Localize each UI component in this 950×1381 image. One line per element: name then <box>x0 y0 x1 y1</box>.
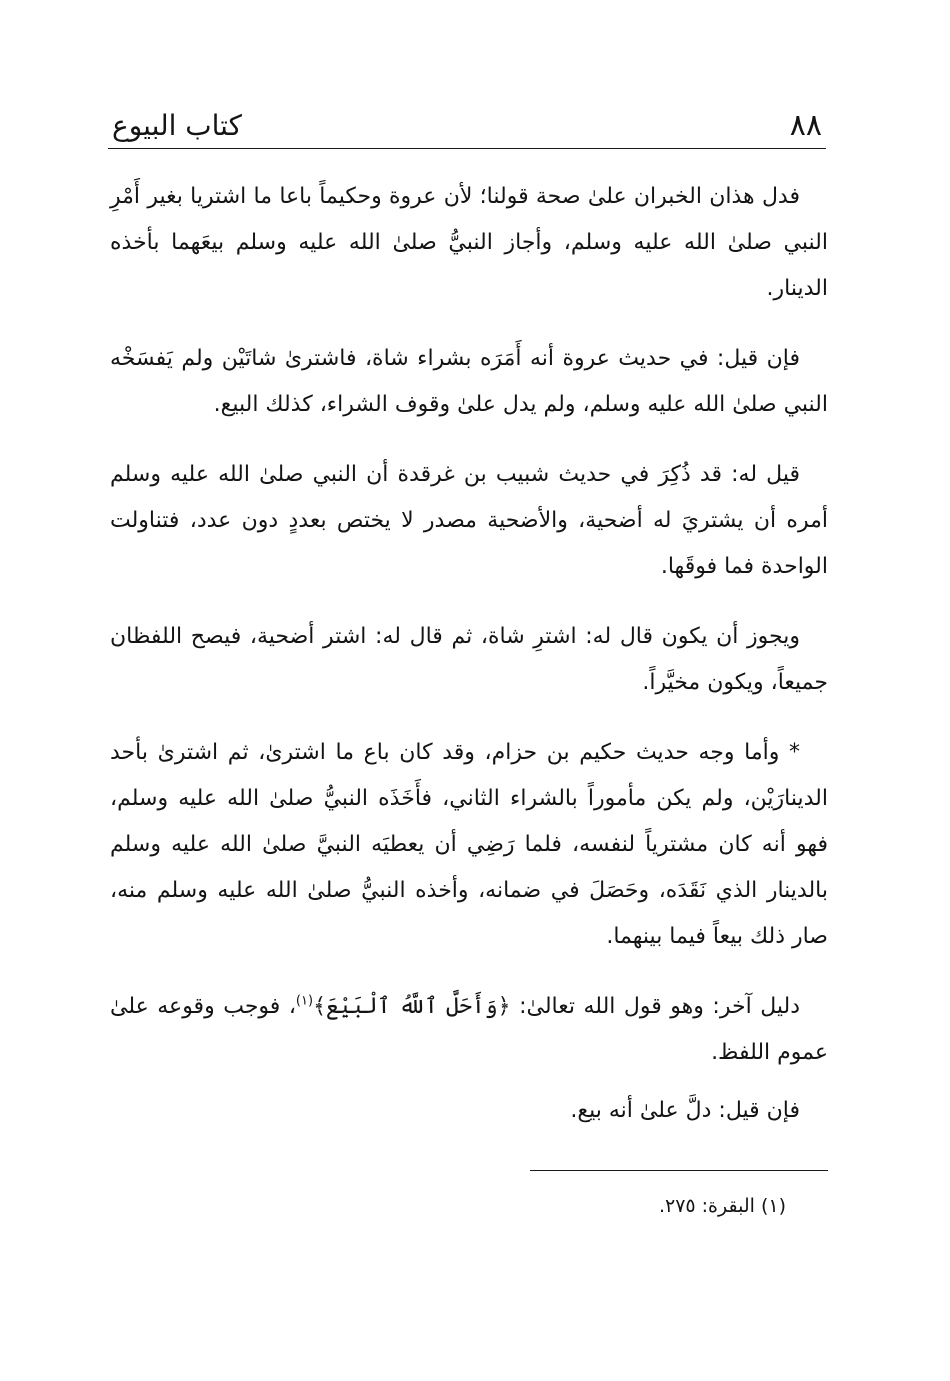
paragraph-1: فدل هذان الخبران علىٰ صحة قولنا؛ لأن عروة وحكيماً باعا ما اشتريا بغير أَمْرِ النبي صلىٰ الله عليه وسلم، وأجاز النبيُّ صلىٰ الله عليه وسلم بيعَهما بأخذه الدينار. <box>110 184 828 301</box>
footnote-1: (١) البقرة: ٢٧٥. <box>658 1195 786 1217</box>
quran-verse: ﴿وَأَحَلَّ ٱللَّهُ ٱلْبَيْعَ﴾ <box>313 994 511 1019</box>
footnote-separator <box>530 1170 828 1171</box>
main-text <box>110 174 828 1134</box>
evidence-conclusion: ، فوجب وقوعه علىٰ عموم اللفظ. <box>110 994 828 1065</box>
paragraph-5: * وأما وجه حديث حكيم بن حزام، وقد كان باع ما اشترىٰ، ثم اشترىٰ بأحد الدينارَيْن، ولم يكن مأموراً بالشراء الثاني، فأَخَذَه النبيُّ صلىٰ الله عليه وسلم، فهو أنه كان مشترياً لنفسه، فلما رَضِي أن يعطيَه النبيَّ صلىٰ الله عليه وسلم بالدينار الذي نَقَدَه، وحَصَلَ في ضمانه، وأخذه النبيُّ صلىٰ الله عليه وسلم منه، صار ذلك بيعاً فيما بينهما. <box>110 740 828 949</box>
page-number: ٨٨ <box>789 108 822 143</box>
paragraph-3: قيل له: قد ذُكِرَ في حديث شبيب بن غرقدة أن النبي صلىٰ الله عليه وسلم أمره أن يشتريَ له أضحية، والأضحية مصدر لا يختص بعددٍ دون عدد، فتناولت الواحدة فما فوقَها. <box>110 462 828 579</box>
page-header <box>108 106 826 152</box>
evidence-intro: دليل آخر: وهو قول الله تعالىٰ: <box>510 994 800 1019</box>
paragraph-final: فإن قيل: دلَّ علىٰ أنه بيع. <box>570 1098 800 1123</box>
footnote-reference: (١) <box>295 993 314 1009</box>
paragraph-2: فإن قيل: في حديث عروة أنه أَمَرَه بشراء شاة، فاشترىٰ شاتَيْن ولم يَفسَخْه النبي صلىٰ الله عليه وسلم، ولم يدل علىٰ وقوف الشراء، كذلك البيع. <box>110 346 828 417</box>
running-title: كتاب البيوع <box>112 109 242 142</box>
header-rule <box>108 148 826 149</box>
paragraph-4: ويجوز أن يكون قال له: اشترِ شاة، ثم قال له: اشتر أضحية، فيصح اللفظان جميعاً، ويكون مخيَّراً. <box>110 624 828 695</box>
paragraph-evidence <box>110 984 828 1076</box>
